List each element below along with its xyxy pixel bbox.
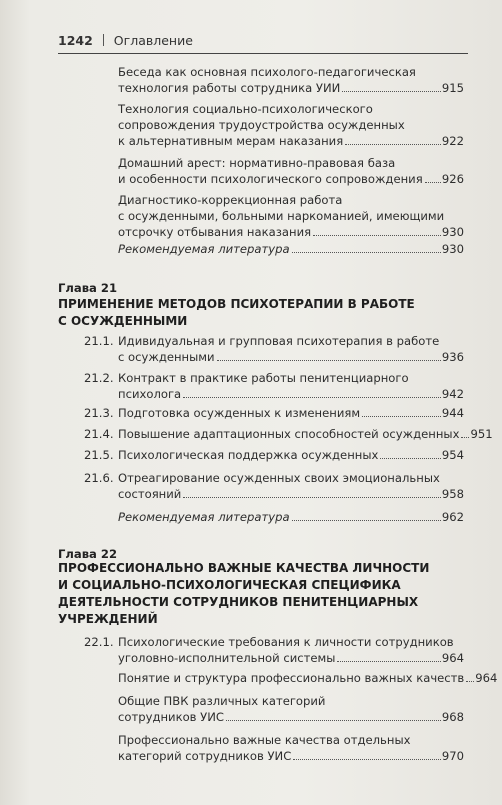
- toc-entry[interactable]: [118, 732, 464, 764]
- toc-entry-line: Технология социально-психологического: [118, 102, 373, 116]
- leader-dots: [183, 397, 441, 398]
- chapter-title-line: ДЕЯТЕЛЬНОСТИ СОТРУДНИКОВ ПЕНИТЕНЦИАРНЫХ: [58, 595, 419, 609]
- section-number: 21.4.: [84, 427, 114, 441]
- toc-entry-line: Рекомендуемая литература: [118, 510, 290, 524]
- toc-entry[interactable]: [118, 426, 493, 442]
- leader-dots: [292, 252, 441, 253]
- chapter-label: Глава 21: [58, 281, 118, 295]
- header-separator: [103, 34, 104, 46]
- toc-entry-line: Отреагирование осужденных своих эмоциональных: [118, 471, 440, 485]
- toc-entry[interactable]: [118, 333, 464, 365]
- toc-entry[interactable]: [118, 370, 464, 402]
- toc-page-number: 930: [441, 242, 464, 256]
- chapter-title[interactable]: [58, 296, 468, 330]
- section-number: 21.6.: [84, 471, 114, 485]
- toc-entry-line: Повышение адаптационных способностей осужденных: [118, 427, 460, 441]
- toc-entry-literature[interactable]: [118, 509, 464, 525]
- leader-dots: [226, 720, 441, 721]
- toc-entry[interactable]: [118, 405, 464, 421]
- toc-entry-line: психолога: [118, 387, 182, 401]
- toc-page-number: 936: [441, 350, 464, 364]
- leader-dots: [183, 497, 441, 498]
- section-number: 21.2.: [84, 371, 114, 385]
- leader-dots: [380, 458, 440, 459]
- toc-entry[interactable]: [118, 693, 464, 725]
- leader-dots: [293, 759, 441, 760]
- toc-entry[interactable]: [118, 64, 464, 96]
- toc-entry-line: уголовно-исполнительной системы: [118, 651, 336, 665]
- toc-page-number: 944: [441, 406, 464, 420]
- toc-page-number: 964: [441, 651, 464, 665]
- chapter-title[interactable]: [58, 560, 468, 628]
- leader-dots: [362, 416, 441, 417]
- toc-entry[interactable]: [118, 447, 464, 463]
- toc-page-number: 922: [441, 134, 464, 148]
- toc-entry-line: Рекомендуемая литература: [118, 242, 290, 256]
- toc-entry-line: категорий сотрудников УИС: [118, 749, 292, 763]
- toc-page-number: 964: [475, 671, 498, 685]
- toc-entry[interactable]: [118, 101, 464, 149]
- toc-page-number: 968: [441, 710, 464, 724]
- toc-page-number: 962: [441, 510, 464, 524]
- toc-page-number: 942: [441, 387, 464, 401]
- section-number: 21.5.: [84, 448, 114, 462]
- toc-entry-line: Идивидуальная и групповая психотерапия в работе: [118, 334, 440, 348]
- toc-entry[interactable]: [118, 634, 464, 666]
- leader-dots: [337, 661, 440, 662]
- toc-entry-line: и особенности психологического сопровождения: [118, 172, 423, 186]
- toc-entry-line: сотрудников УИС: [118, 710, 225, 724]
- toc-entry-line: Профессионально важные качества отдельных: [118, 733, 411, 747]
- chapter-title-line: ПРОФЕССИОНАЛЬНО ВАЖНЫЕ КАЧЕСТВА ЛИЧНОСТИ: [58, 561, 430, 575]
- toc-entry-line: Психологические требования к личности сотрудников: [118, 635, 454, 649]
- chapter-label: Глава 22: [58, 547, 118, 561]
- chapter-title-line: ПРИМЕНЕНИЕ МЕТОДОВ ПСИХОТЕРАПИИ В РАБОТЕ: [58, 297, 415, 311]
- toc-page-number: 970: [441, 749, 464, 763]
- section-number: 21.3.: [84, 406, 114, 420]
- toc-entry-line: Психологическая поддержка осужденных: [118, 448, 379, 462]
- toc-entry[interactable]: [118, 192, 464, 240]
- leader-dots: [217, 360, 441, 361]
- toc-entry-line: Общие ПВК различных категорий: [118, 694, 326, 708]
- toc-entry[interactable]: [118, 470, 464, 502]
- toc-page-number: 958: [441, 487, 464, 501]
- toc-page-number: 926: [441, 172, 464, 186]
- toc-entry-line: состояний: [118, 487, 182, 501]
- toc-entry-line: с осужденными: [118, 350, 215, 364]
- leader-dots: [342, 91, 441, 92]
- leader-dots: [425, 182, 441, 183]
- toc-entry-line: Контракт в практике работы пенитенциарного: [118, 371, 409, 385]
- toc-entry-literature[interactable]: [118, 241, 464, 257]
- toc-page-number: 930: [441, 225, 464, 239]
- toc-entry[interactable]: [118, 155, 464, 187]
- chapter-title-line: С ОСУЖДЕННЫМИ: [58, 314, 188, 328]
- leader-dots: [345, 144, 441, 145]
- page-number: 1242: [58, 33, 93, 48]
- chapter-title-line: И СОЦИАЛЬНО-ПСИХОЛОГИЧЕСКАЯ СПЕЦИФИКА: [58, 578, 401, 592]
- header-rule: [58, 53, 468, 54]
- toc-entry-line: отсрочку отбывания наказания: [118, 225, 312, 239]
- section-number: 22.1.: [84, 635, 114, 649]
- toc-entry-line: Понятие и структура профессионально важных качеств: [118, 671, 465, 685]
- leader-dots: [466, 681, 474, 682]
- toc-entry-line: Домашний арест: нормативно-правовая база: [118, 156, 396, 170]
- toc-entry-line: Подготовка осужденных к изменениям: [118, 406, 361, 420]
- toc-entry-line: технология работы сотрудника УИИ: [118, 81, 341, 95]
- section-number: 21.1.: [84, 334, 114, 348]
- toc-entry-line: сопровождения трудоустройства осужденных: [118, 118, 405, 132]
- leader-dots: [461, 437, 469, 438]
- toc-entry-line: к альтернативным мерам наказания: [118, 134, 344, 148]
- toc-entry[interactable]: [118, 670, 498, 686]
- toc-entry-line: с осужденными, больными наркоманией, имеющими: [118, 209, 445, 223]
- leader-dots: [292, 520, 441, 521]
- chapter-title-line: УЧРЕЖДЕНИЙ: [58, 612, 158, 626]
- header-section: Оглавление: [113, 33, 193, 48]
- toc-page-number: 954: [441, 448, 464, 462]
- toc-page-number: 951: [470, 427, 493, 441]
- leader-dots: [313, 235, 441, 236]
- toc-entry-line: Диагностико-коррекционная работа: [118, 193, 343, 207]
- running-header: [58, 33, 193, 48]
- toc-page-number: 915: [441, 81, 464, 95]
- toc-entry-line: Беседа как основная психолого-педагогическая: [118, 65, 416, 79]
